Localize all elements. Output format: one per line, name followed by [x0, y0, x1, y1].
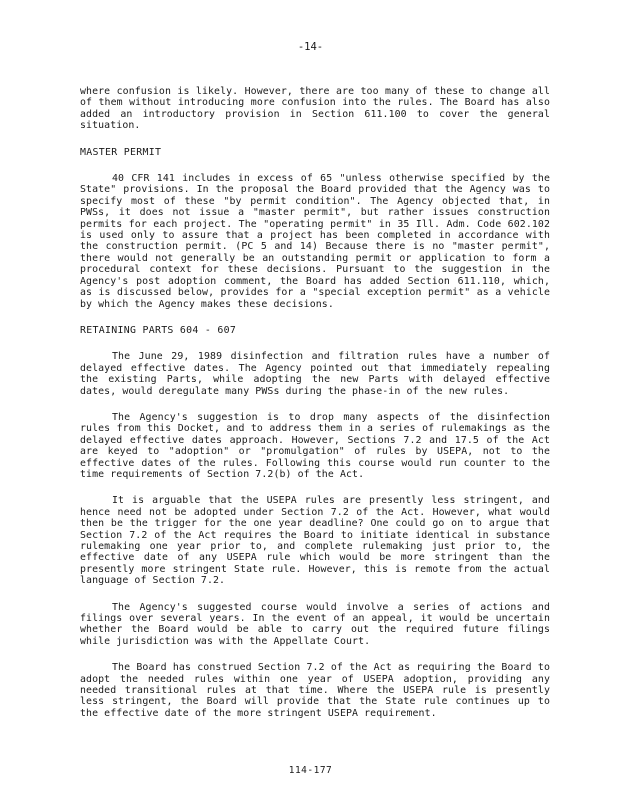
document-body — [80, 86, 550, 734]
body-paragraph: The June 29, 1989 disinfection and filtration rules have a number of delayed effective dates. The Agency pointed out that immediately repealing the existing Parts, while adopting the new Parts with delayed effective dates, would deregulate many PWSs during the phase-in of the new rules. — [80, 351, 550, 397]
body-paragraph: The Agency's suggestion is to drop many aspects of the disinfection rules from this Docket, and to address them in a series of rulemakings as the delayed effective dates approach. However, Sections 7.2 and 17.5 of the Act are keyed to "adoption" or "promulgation" of rules by USEPA, not to the effective dates of the rules. Following this course would run counter to the time requirements of Section 7.2(b) of the Act. — [80, 411, 550, 480]
body-paragraph: The Board has construed Section 7.2 of the Act as requiring the Board to adopt the needed rules within one year of USEPA adoption, providing any needed transitional rules at that time. Where the USEPA rule is presently less stringent, the Board will provide that the State rule continues up to the effective date of the more stringent USEPA requirement. — [80, 662, 550, 719]
body-paragraph: where confusion is likely. However, there are too many of these to change all of them without introducing more confusion into the rules. The Board has also added an introductory provision in Section 611.100 to cover the general situation. — [80, 86, 550, 132]
section-heading-retaining-parts: RETAINING PARTS 604 - 607 — [80, 324, 237, 336]
body-paragraph: The Agency's suggested course would involve a series of actions and filings over several years. In the event of an appeal, it would be uncertain whether the Board would be able to carry out the required future filings while jurisdiction was with the Appellate Court. — [80, 601, 550, 647]
page-footer: 114-177 — [288, 765, 333, 776]
body-paragraph: It is arguable that the USEPA rules are presently less stringent, and hence need not be adopted under Section 7.2 of the Act. However, what would then be the trigger for the one year deadline? One could go on to argue that Section 7.2 of the Act requires the Board to initiate identical in substance rulemaking one year prior to, and complete rulemaking just prior to, the effective date of any USEPA rule which would be more stringent than the presently more stringent State rule. However, this is remote from the actual language of Section 7.2. — [80, 495, 550, 587]
page-number: -14- — [297, 41, 324, 53]
body-paragraph: 40 CFR 141 includes in excess of 65 "unless otherwise specified by the State" provisions. In the proposal the Board provided that the Agency was to specify most of these "by permit condition". The Agency objected that, in PWSs, it does not issue a "master permit", but rather issues construction permits for each project. The "operating permit" in 35 Ill. Adm. Code 602.102 is used only to assure that a project has been completed in accordance with the construction permit. (PC 5 and 14) Because there is no "master permit", there would not generally be an outstanding permit or application to form a procedural context for these decisions. Pursuant to the suggestion in the Agency's post adoption comment, the Board has added Section 611.110, which, as is discussed below, provides for a "special exception permit" as a vehicle by which the Agency makes these decisions. — [80, 173, 550, 310]
section-heading-master-permit: MASTER PERMIT — [80, 146, 162, 158]
